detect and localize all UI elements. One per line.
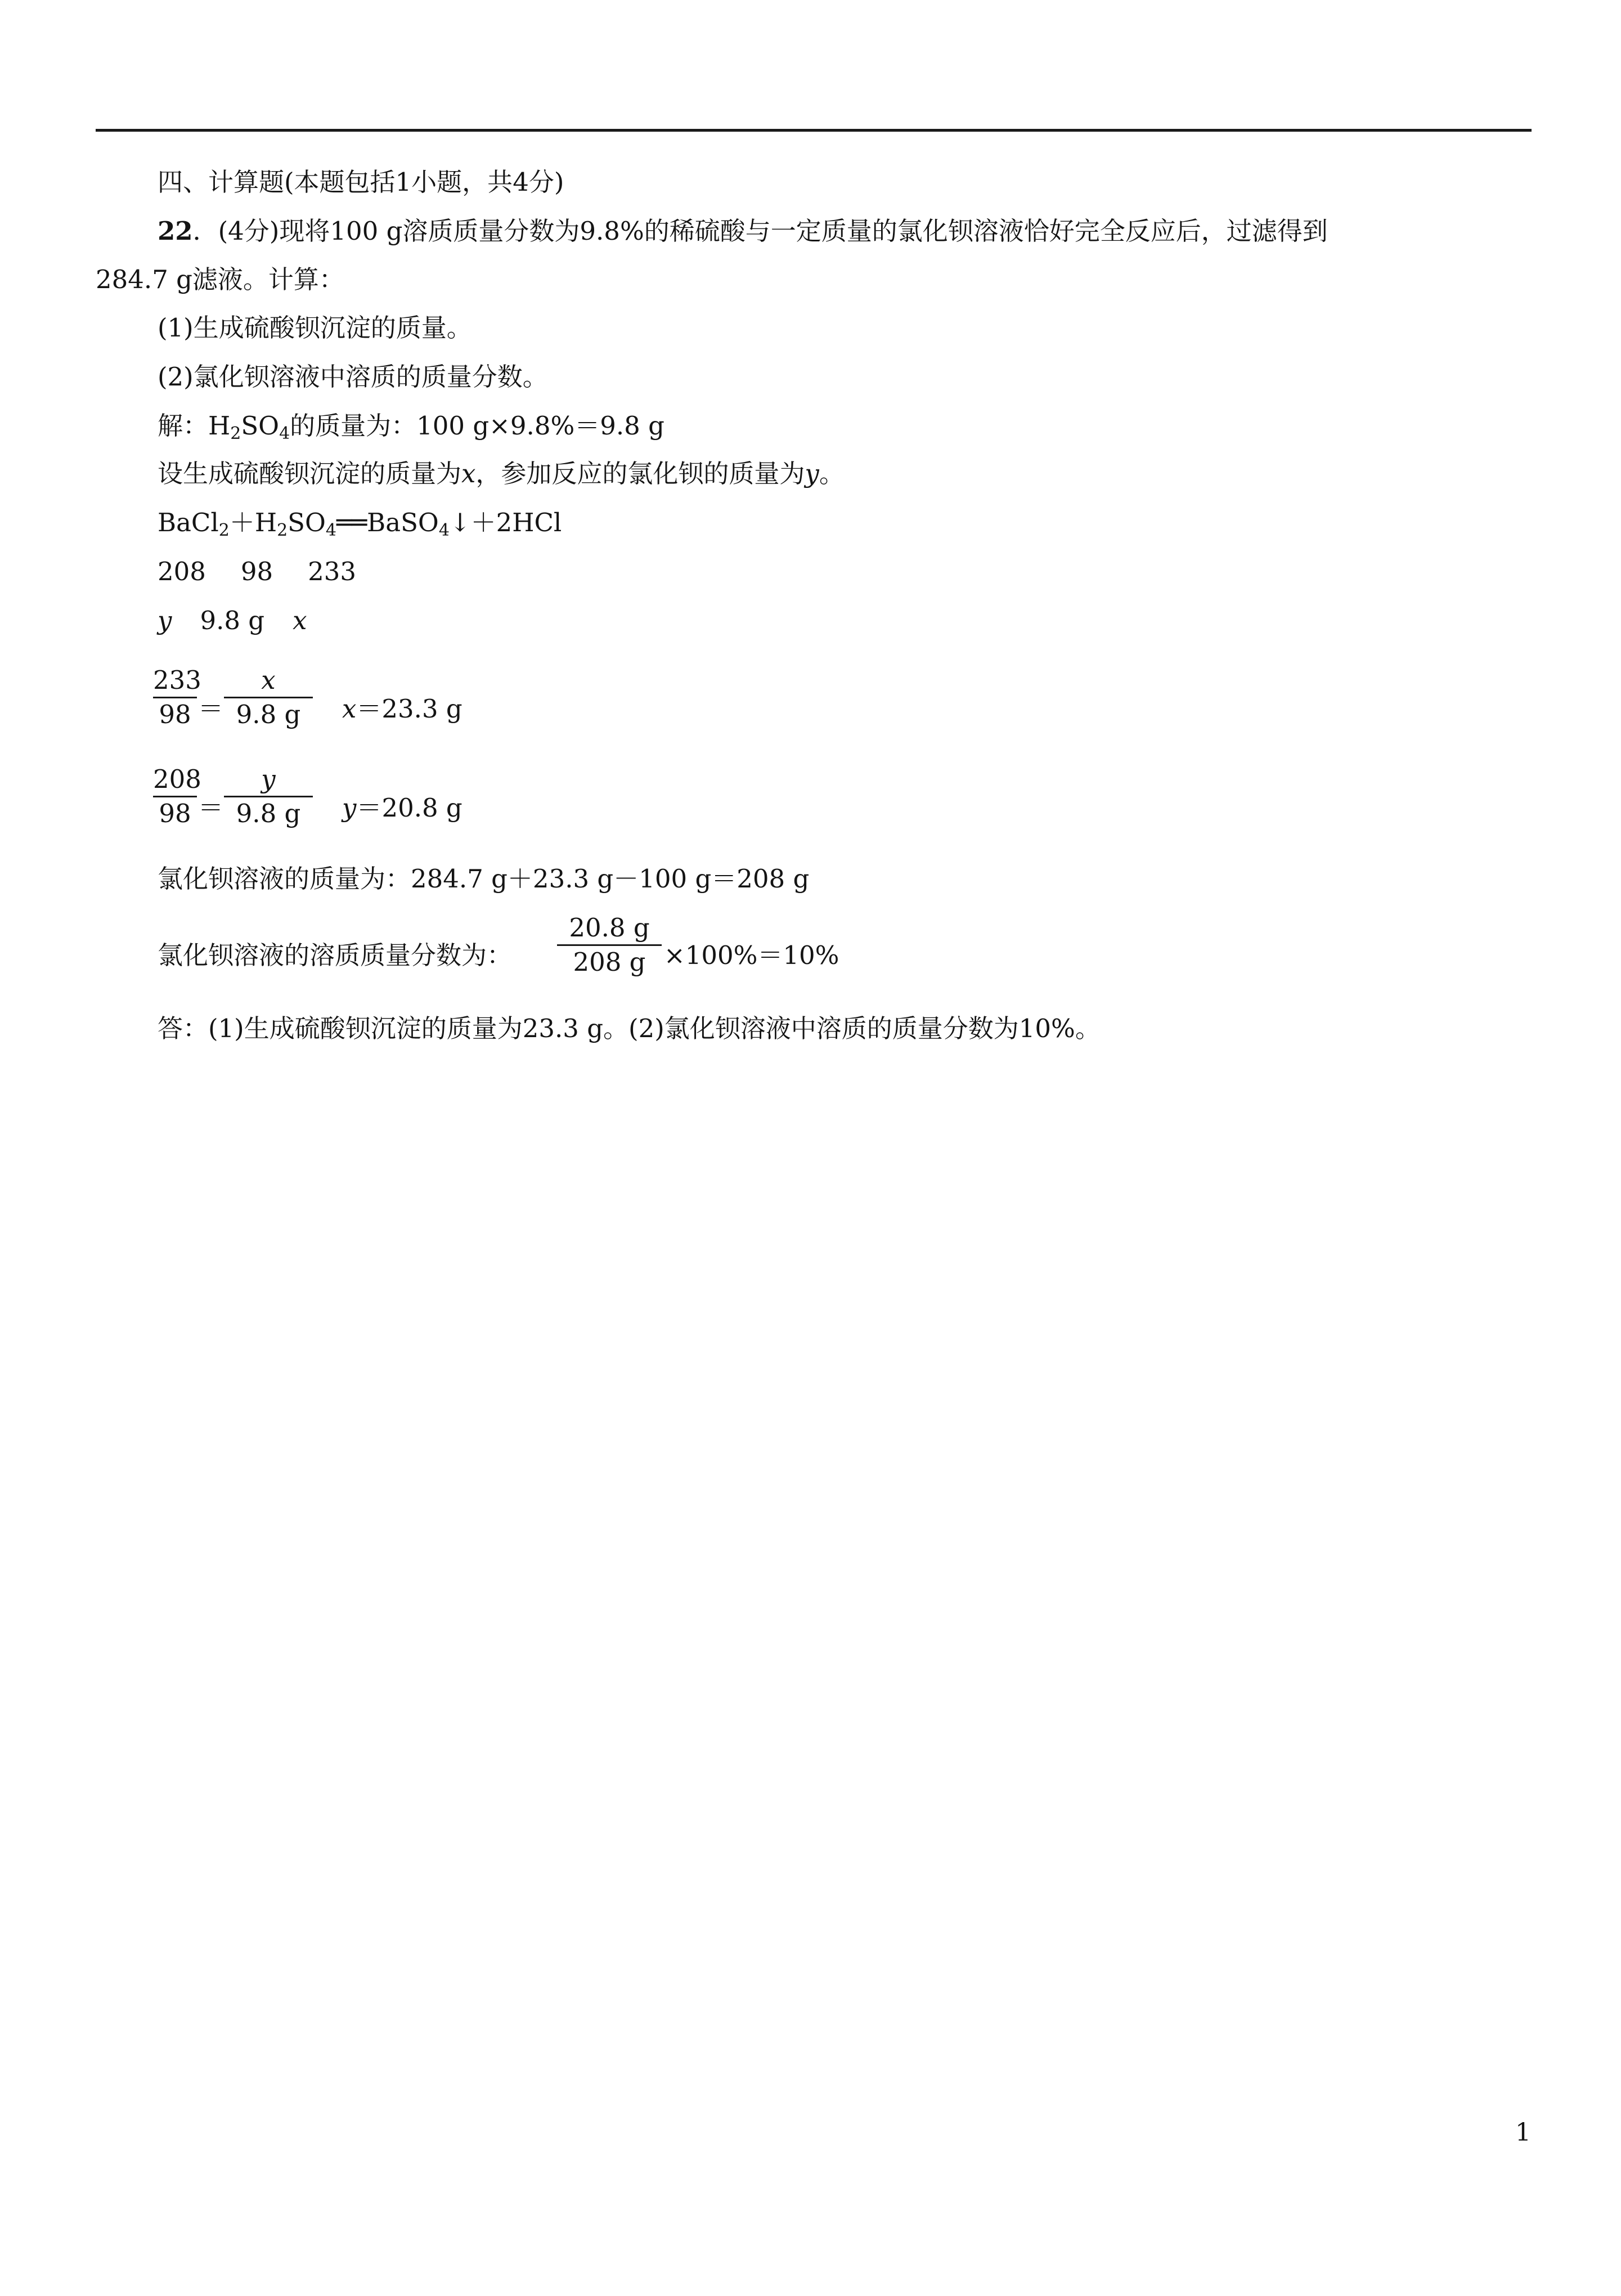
answer-line: 答：(1)生成硫酸钡沉淀的质量为23.3 g。(2)氯化钡溶液中溶质的质量分数为10%。 <box>158 1014 1101 1043</box>
chemical-equation: $BaCl_2+H_2SO_4══BaSO_4↓+2HCl$ <box>158 508 562 540</box>
ratio2-right-fraction: y 9.8 g <box>224 763 313 830</box>
solute-fraction: 20.8 g 208 g <box>557 912 662 979</box>
ratio1-result: x＝23.3 g <box>342 694 462 724</box>
header-rule <box>96 129 1532 132</box>
fraction-line-suffix: ×100%＝10% <box>664 940 839 970</box>
problem-part2: (2)氯化钡溶液中溶质的质量分数。 <box>158 362 548 392</box>
problem-part1: (1)生成硫酸钡沉淀的质量。 <box>158 313 472 343</box>
ratio1-right-fraction: x 9.8 g <box>224 664 313 731</box>
ratio1-left-fraction: 233 98 <box>153 665 201 729</box>
problem-text-line1: 现将100 g溶质质量分数为9.8%的稀硫酸与一定质量的氯化钡溶液恰好完全反应后，过滤得到 <box>279 216 1328 246</box>
page-number: 1 <box>1515 2118 1531 2147</box>
ratio2-left-fraction: 208 98 <box>153 764 201 828</box>
mass-bacl2: 208 <box>158 557 206 586</box>
problem-points: ．(4分) <box>192 216 280 246</box>
mass-baso4: 233 <box>308 557 357 586</box>
mass-h2so4: 98 <box>240 557 273 586</box>
section-heading: 四、计算题(本题包括1小题，共4分) <box>158 167 564 197</box>
ratio1-equals: ＝ <box>198 694 224 724</box>
ratio2-equals: ＝ <box>198 793 224 823</box>
solution-line2: 设生成硫酸钡沉淀的质量为x，参加反应的氯化钡的质量为y。 <box>158 459 845 488</box>
ratio2-result: y＝20.8 g <box>342 793 462 823</box>
fraction-line-prefix: 氯化钡溶液的溶质质量分数为： <box>158 940 513 970</box>
quantity-row: y 9.8 g x <box>158 606 307 635</box>
solution-line1: 解：$H_2SO_4$的质量为：100 g×9.8%＝9.8 g <box>158 411 664 443</box>
molar-mass-row <box>158 555 356 589</box>
problem-text-line2: 284.7 g滤液。计算： <box>96 264 344 294</box>
problem-statement-line1 <box>158 214 1328 248</box>
solution-mass-line: 氯化钡溶液的质量为：284.7 g＋23.3 g－100 g＝208 g <box>158 864 810 894</box>
problem-number: 22 <box>158 216 193 246</box>
